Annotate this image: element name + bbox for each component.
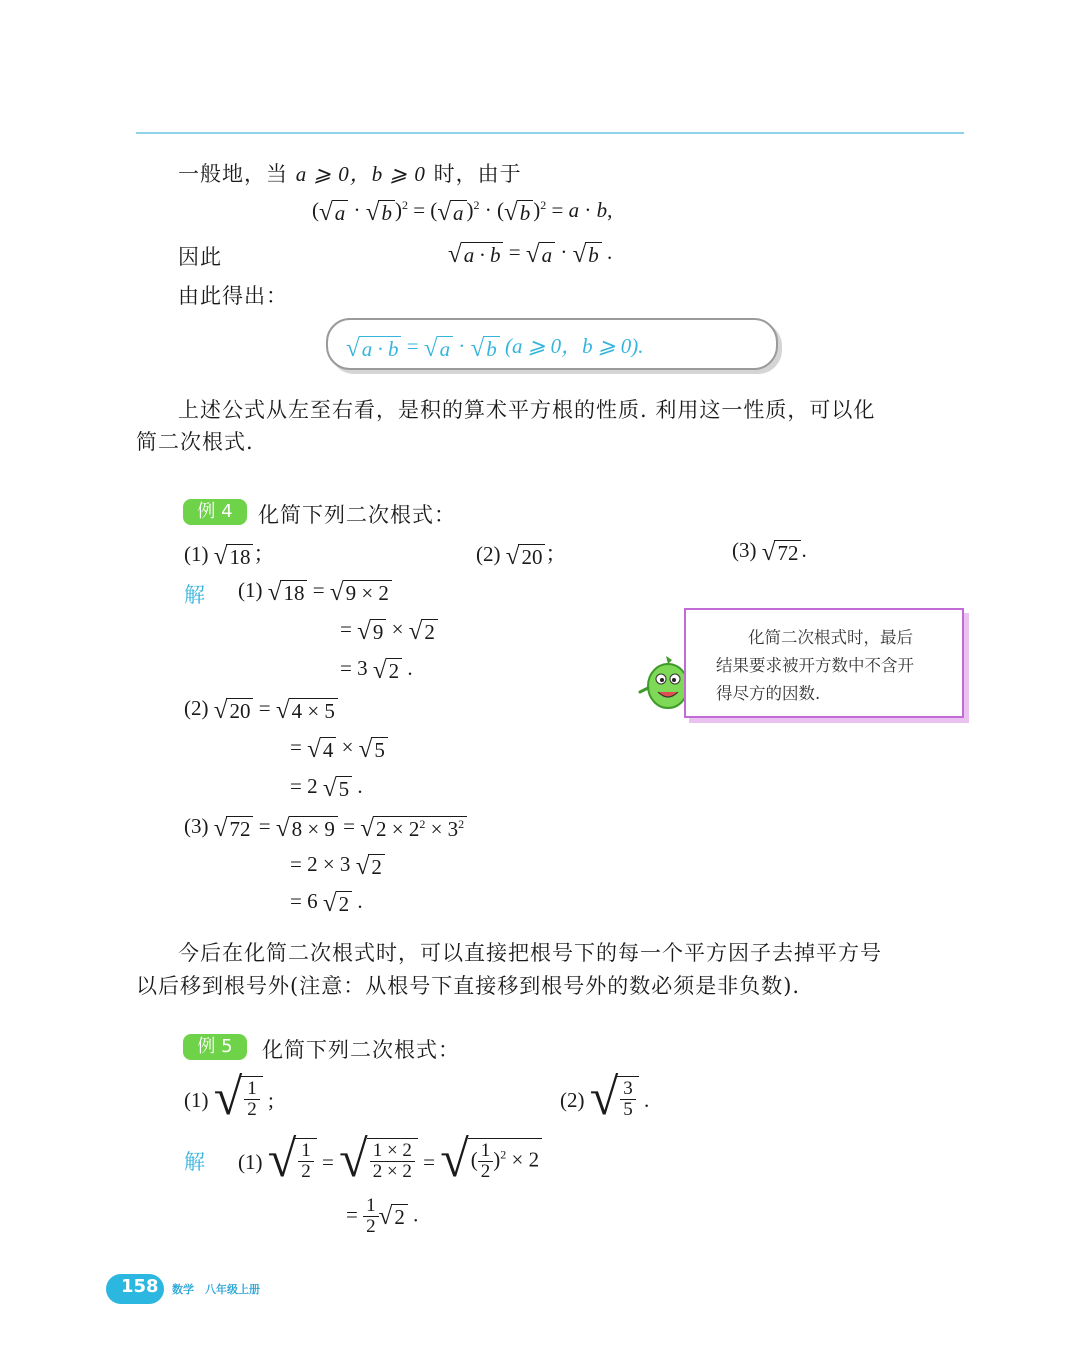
book-title: 数学 八年级上册	[172, 1283, 260, 1296]
example4-step-2a: (2) √ 20 = √ 4 × 5	[184, 696, 338, 723]
tip-line-2: 结果要求被开方数中不含开	[716, 656, 914, 675]
example4-step-2c: = 2 √ 5 .	[290, 774, 363, 802]
example4-step-1c: = 3 √ 2 .	[340, 656, 413, 684]
example5-solution-label: 解	[184, 1150, 205, 1174]
example4-solution-label: 解	[184, 583, 205, 607]
example4-step-3c: = 6 √ 2 .	[290, 889, 363, 917]
example4-prompt: 化简下列二次根式：	[258, 503, 456, 527]
example4-item-3: (3) √ 72 .	[732, 538, 807, 566]
example4-step-2b: = √ 4 × √ 5	[290, 735, 388, 762]
property-line-2: 简二次根式.	[136, 430, 254, 454]
equation-expand: ( √ a · √ b )$^2$ = ( √ a )$^2$ · ( √ b )$^2$ = a · b,	[312, 198, 613, 226]
example5-badge: 例 5	[183, 1034, 247, 1060]
tip-line-3: 得尽方的因数.	[716, 684, 821, 703]
example4-item-2: (2) √ 20 ；	[476, 542, 567, 570]
page-number: 158	[121, 1276, 159, 1297]
example4-item-1: (1) √ 18 ；	[184, 542, 275, 570]
example4-badge: 例 4	[183, 499, 247, 525]
example4-step-1a: (1) √ 18 = √ 9 × 2	[238, 578, 392, 605]
example5-step-1a: (1) √ $\frac{1}{2}$ = √ $\frac{1 \times 2}{2 \times 2}$ = √ ( $\frac{1}{2}$ )$^2$ × 2	[238, 1130, 542, 1182]
example5-step-1b: = $\frac{1}{2}$ √ 2 .	[346, 1195, 419, 1237]
header-rule	[136, 132, 964, 134]
later-line-2: 以后移到根号外(注意：从根号下直接移到根号外的数必须是非负数).	[136, 974, 801, 998]
equation-therefore: √ a · b = √ a · √ b .	[448, 240, 613, 268]
later-line-1: 今后在化简二次根式时，可以直接把根号下的每一个平方因子去掉平方号	[178, 941, 882, 965]
derive-label: 由此得出：	[178, 284, 288, 308]
tip-line-1: 化简二次根式时，最后	[748, 628, 913, 647]
example4-step-3b: = 2 × 3 √ 2	[290, 852, 385, 879]
tip-note	[684, 608, 964, 718]
example5-item-1: (1) √ $\frac{1}{2}$ ;	[184, 1069, 274, 1126]
therefore-label: 因此	[178, 245, 222, 269]
example4-step-1b: = √ 9 × √ 2	[340, 617, 438, 644]
example4-step-3a: (3) √ 72 = √ 8 × 9 = √ $2 \times 2^2 \times 3^2$	[184, 814, 467, 841]
formula-condition: (a ⩾ 0，b ⩾ 0).	[505, 334, 644, 358]
example5-item-2: (2) √ $\frac{3}{5}$ .	[560, 1069, 650, 1126]
formula-product-rule: √ a · b = √ a · √ b (a ⩾ 0，b ⩾ 0).	[346, 334, 644, 362]
intro-line: 一般地，当 a ⩾ 0，b ⩾ 0 时，由于	[178, 162, 522, 186]
property-line-1: 上述公式从左至右看，是积的算术平方根的性质. 利用这一性质，可以化	[178, 398, 876, 422]
example5-prompt: 化简下列二次根式：	[262, 1038, 460, 1062]
